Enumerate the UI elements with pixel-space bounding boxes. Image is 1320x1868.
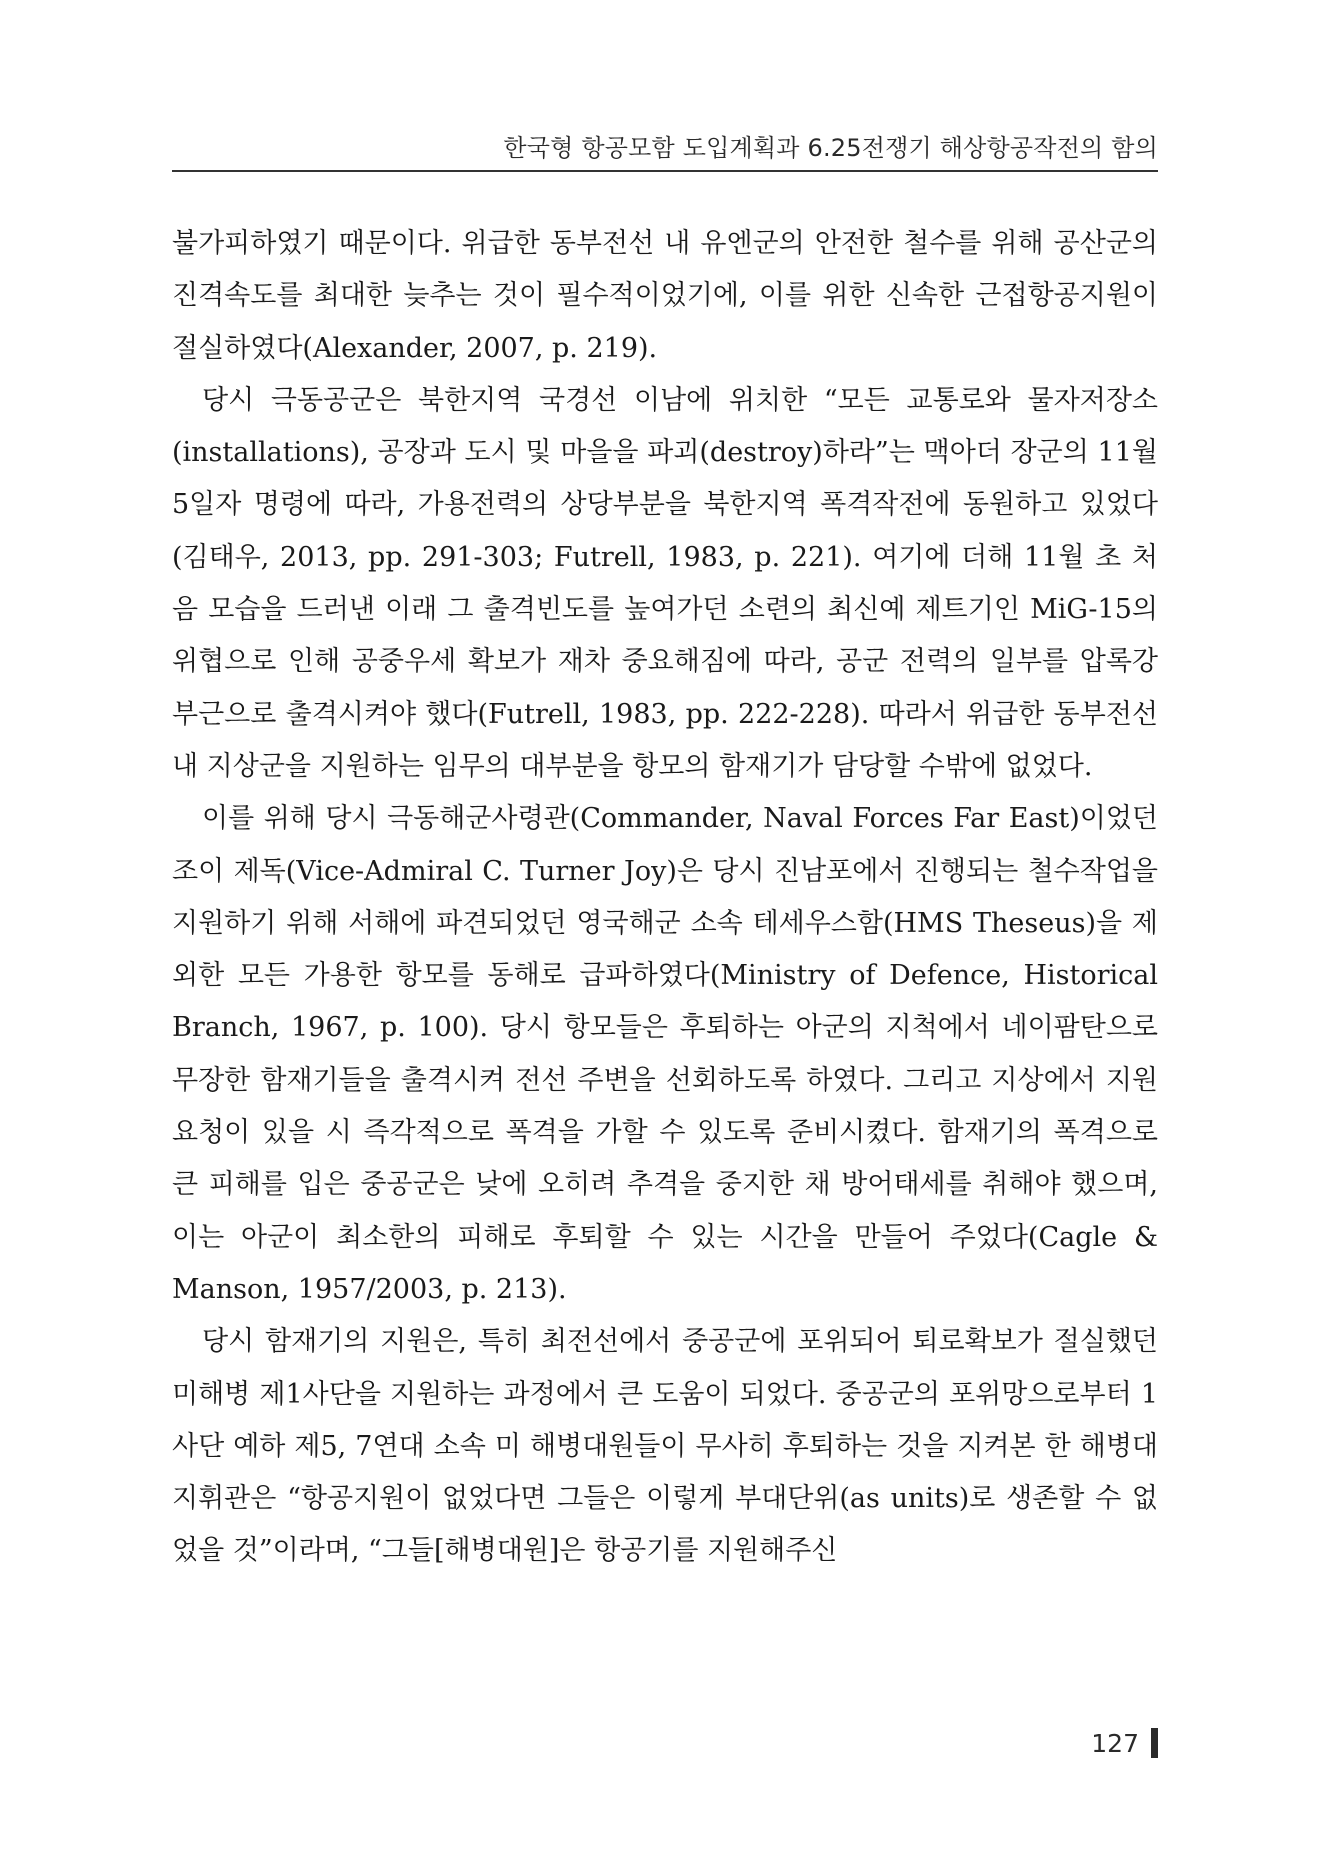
page-footer [1091,1727,1158,1759]
page-number-bar [1151,1728,1158,1758]
paragraph-3: 이를 위해 당시 극동해군사령관(Commander, Naval Forces Far East)이었던 조이 제독(Vice-Admiral C. Turner Joy)은 당시 진남포에서 진행되는 철수작업을 지원하기 위해 서해에 파견되었던 영국해군 소속 테세우스함(HMS Theseus)을 제외한 모든 가용한 항모를 동해로 급파하였다(Ministry of Defence, Historical Branch, 1967, p. 100). 당시 항모들은 후퇴하는 아군의 지척에서 네이팜탄으로 무장한 함재기들을 출격시켜 전선 주변을 선회하도록 하였다. 그리고 지상에서 지원요청이 있을 시 즉각적으로 폭격을 가할 수 있도록 준비시켰다. 함재기의 폭격으로 큰 피해를 입은 중공군은 낮에 오히려 추격을 중지한 채 방어태세를 취해야 했으며, 이는 아군이 최소한의 피해로 후퇴할 수 있는 시간을 만들어 주었다(Cagle & Manson, 1957/2003, p. 213). [172,803,1158,1305]
paragraph-2: 당시 극동공군은 북한지역 국경선 이남에 위치한 “모든 교통로와 물자저장소(installations), 공장과 도시 및 마을을 파괴(destroy)하라”는 맥아더 장군의 11월 5일자 명령에 따라, 가용전력의 상당부분을 북한지역 폭격작전에 동원하고 있었다(김태우, 2013, pp. 291-303; Futrell, 1983, p. 221). 여기에 더해 11월 초 처음 모습을 드러낸 이래 그 출격빈도를 높여가던 소련의 최신예 제트기인 MiG-15의 위협으로 인해 공중우세 확보가 재차 중요해짐에 따라, 공군 전력의 일부를 압록강 부근으로 출격시켜야 했다(Futrell, 1983, pp. 222-228). 따라서 위급한 동부전선 내 지상군을 지원하는 임무의 대부분을 항모의 함재기가 담당할 수밖에 없었다. [172,384,1158,782]
running-header: 한국형 항공모함 도입계획과 6.25전쟁기 해상항공작전의 함의 [503,134,1158,162]
paragraph-1: 불가피하였기 때문이다. 위급한 동부전선 내 유엔군의 안전한 철수를 위해 공산군의 진격속도를 최대한 늦추는 것이 필수적이었기에, 이를 위한 신속한 근접항공지원이 절실하였다(Alexander, 2007, p. 219). [172,228,1158,364]
body-text [172,218,1158,1578]
page-number: 127 [1091,1728,1139,1758]
paragraph-4: 당시 함재기의 지원은, 특히 최전선에서 중공군에 포위되어 퇴로확보가 절실했던 미해병 제1사단을 지원하는 과정에서 큰 도움이 되었다. 중공군의 포위망으로부터 1사단 예하 제5, 7연대 소속 미 해병대원들이 무사히 후퇴하는 것을 지켜본 한 해병대지휘관은 “항공지원이 없었다면 그들은 이렇게 부대단위(as units)로 생존할 수 없었을 것”이라며, “그들[해병대원]은 항공기를 지원해주신 [172,1326,1158,1567]
header-rule [172,170,1158,172]
